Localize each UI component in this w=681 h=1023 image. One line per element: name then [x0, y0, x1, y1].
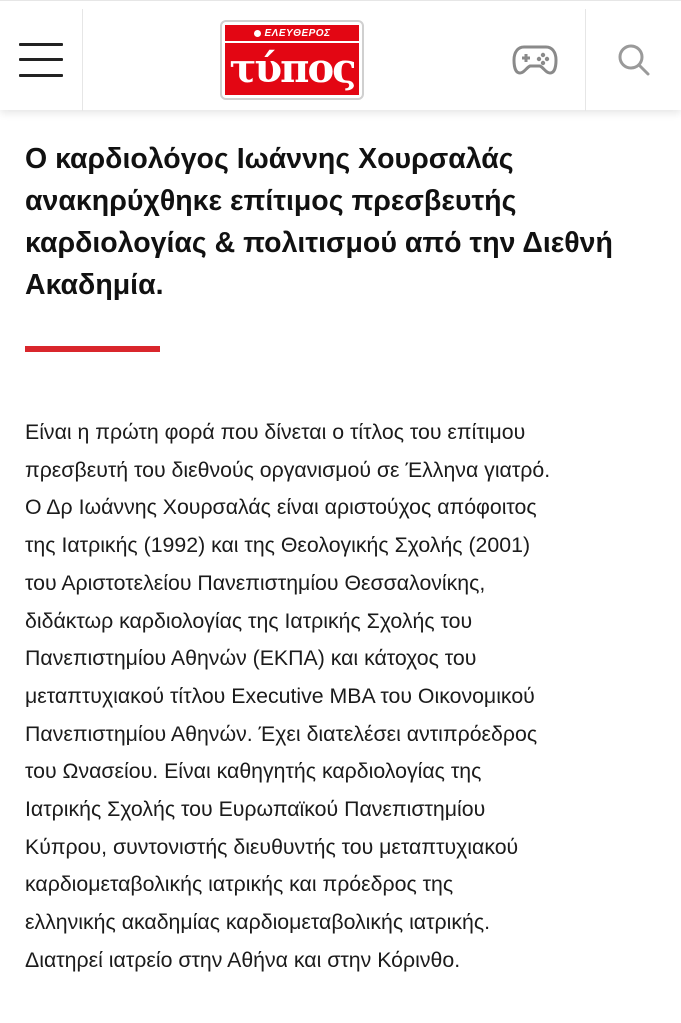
article-title: Ο καρδιολόγος Ιωάννης Χουρσαλάς ανακηρύχθηκε επίτιμος πρεσβευτής καρδιολογίας & πολιτισμού από την Διεθνή Ακαδημία. — [25, 143, 613, 301]
menu-bar — [19, 58, 63, 61]
menu-cell — [0, 9, 83, 111]
article-body — [25, 414, 675, 980]
article-body-line: Κύπρου, συντονιστής διευθυντής του μεταπτυχιακού — [25, 834, 519, 859]
article-body-line: ελληνικής ακαδημίας καρδιομεταβολικής ιατρικής. — [25, 910, 491, 935]
site-logo[interactable] — [220, 20, 364, 100]
menu-bar — [19, 74, 63, 77]
article-body-line: Διατηρεί ιατρείο στην Αθήνα και στην Κόρινθο. — [25, 947, 461, 972]
menu-bar — [19, 43, 63, 46]
article-body-line: Ιατρικής Σχολής του Ευρωπαϊκού Πανεπιστημίου — [25, 797, 486, 822]
article-body-line: καρδιομεταβολικής ιατρικής και πρόεδρος της — [25, 872, 454, 897]
title-divider — [25, 346, 160, 352]
logo-top-text: ΕΛΕΥΘΕΡΟΣ — [264, 27, 331, 39]
search-cell — [585, 9, 681, 111]
article-body-line: του Ωνασείου. Είναι καθηγητής καρδιολογίας της — [25, 759, 482, 784]
logo-top-band — [225, 25, 359, 41]
logo-cell — [82, 9, 502, 111]
article-body-line: του Αριστοτελείου Πανεπιστημίου Θεσσαλονίκης, — [25, 570, 486, 595]
article-body-line: μεταπτυχιακού τίτλου Executive MBA του Οικονομικού — [25, 683, 535, 708]
gamepad-icon[interactable] — [512, 44, 558, 76]
site-header — [0, 0, 681, 110]
search-icon[interactable] — [617, 43, 651, 77]
games-cell — [486, 9, 584, 111]
article-body-line: πρεσβευτή του διεθνούς οργανισμού σε Έλληνα γιατρό. — [25, 457, 551, 482]
logo-main-text: τύπος — [225, 43, 359, 95]
article-body-line: Ο Δρ Ιωάννης Χουρσαλάς είναι αριστούχος απόφοιτος — [25, 495, 537, 520]
article-body-line: Πανεπιστημίου Αθηνών. Έχει διατελέσει αντιπρόεδρος — [25, 721, 538, 746]
logo-dot-icon — [254, 30, 261, 37]
article-body-line: διδάκτωρ καρδιολογίας της Ιατρικής Σχολής του — [25, 608, 473, 633]
article-body-line: Είναι η πρώτη φορά που δίνεται ο τίτλος του επίτιμου — [25, 420, 526, 444]
article-body-line: Πανεπιστημίου Αθηνών (ΕΚΠΑ) και κάτοχος του — [25, 646, 477, 671]
hamburger-menu-icon[interactable] — [19, 43, 63, 77]
article-body-line: της Ιατρικής (1992) και της Θεολογικής Σχολής (2001) — [25, 533, 531, 558]
